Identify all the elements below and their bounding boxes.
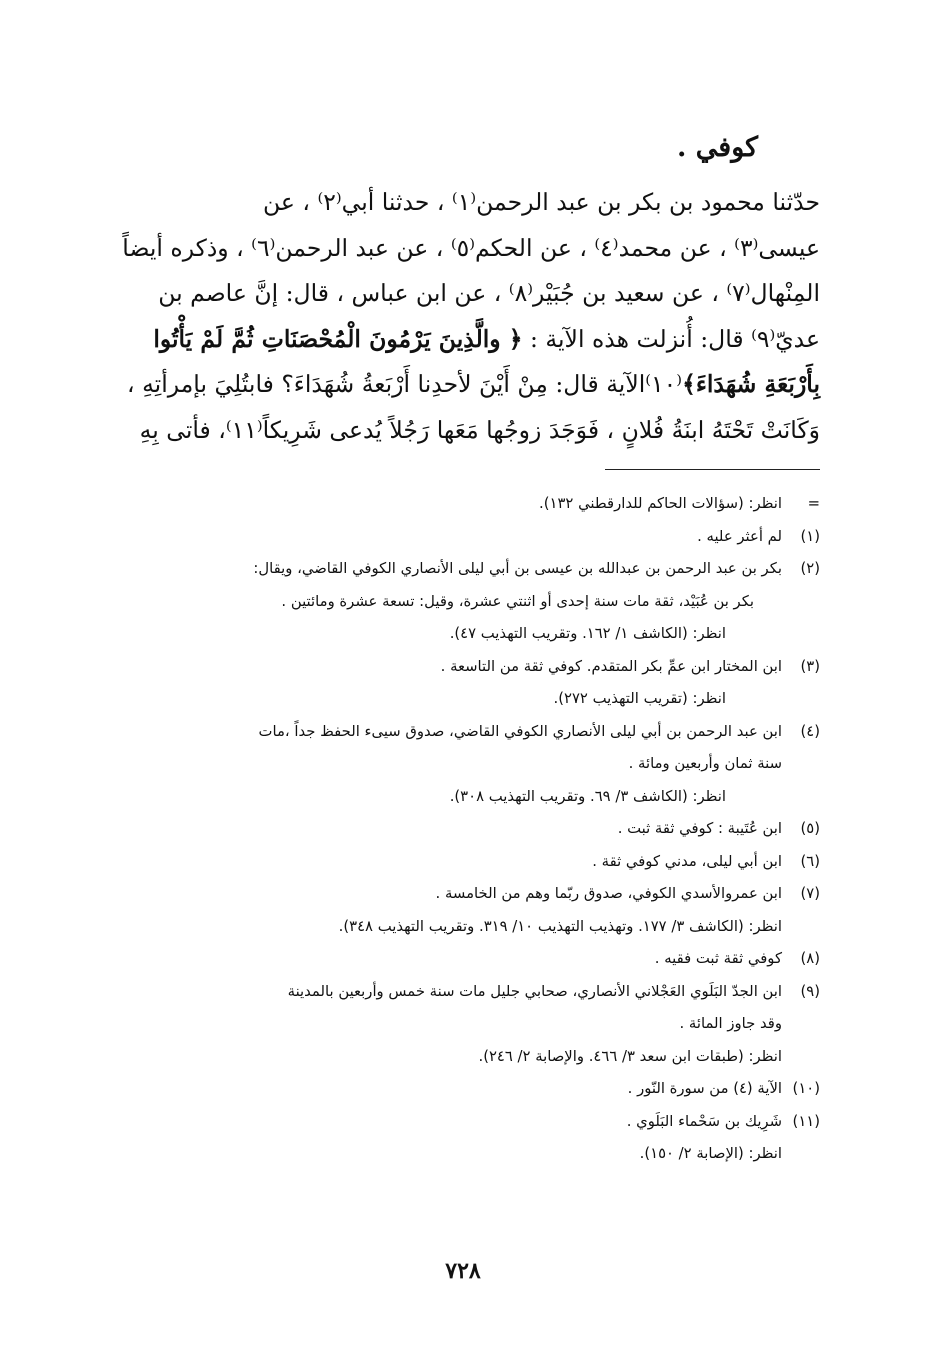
footnote-reference: انظر: (الكاشف ٣/ ٦٩. وتقريب التهذيب ٣٠٨). <box>449 787 726 805</box>
footnote-reference: انظر: (الكاشف ٣/ ١٧٧. وتهذيب التهذيب ١٠/ ٣١٩. وتقريب التهذيب ٣٤٨). <box>338 917 782 935</box>
footnote-text: شَرِيك بن سَحْماء البَلَوي . <box>626 1112 782 1130</box>
footnote-reference: انظر: (طبقات ابن سعد ٣/ ٤٦٦. والإصابة ٢/ ٢٤٦). <box>478 1047 782 1065</box>
main-line-5 <box>100 362 820 408</box>
footnote-continuation <box>120 488 820 521</box>
page-number: ٧٢٨ <box>445 1258 481 1284</box>
footnote-number: (٥) <box>800 820 820 837</box>
footnote-number: (٣) <box>800 657 820 675</box>
footnote-5 <box>120 813 820 846</box>
footnote-7 <box>120 878 820 943</box>
main-line-6: وَكَانَتْ تَحْتَهُ ابنَةُ فُلانٍ ، فَوَجَدَ زوجُها مَعَها رَجُلاً يُدعى شَرِيكاً⁽١١⁾، فأتى بِهِ <box>139 415 820 444</box>
footnote-10 <box>120 1073 820 1106</box>
footnote-6 <box>120 846 820 879</box>
section-heading: كوفي . <box>676 132 758 163</box>
footnote-text: ابن عبد الرحمن بن أبي ليلى الأنصاري الكوفي القاضي، صدوق سيىء الحفظ جداً ،مات <box>258 722 782 740</box>
footnote-reference: انظر: (الكاشف ١/ ١٦٢. وتقريب التهذيب ٤٧). <box>449 625 726 642</box>
footnote-3 <box>120 651 820 716</box>
footnote-number: (٧) <box>800 885 820 902</box>
main-line-3: المِنْهال⁽٧⁾ ، عن سعيد بن جُبَيْر⁽٨⁾ ، عن ابن عباس ، قال: إنَّ عاصم بن <box>158 279 820 307</box>
footnote-separator <box>605 469 820 470</box>
footnote-text: سنة ثمان وأربعين ومائة . <box>628 755 782 772</box>
footnote-number: (٦) <box>800 852 820 870</box>
footnote-text: ابن عُتَيبة : كوفي ثقة ثبت . <box>617 820 782 837</box>
footnote-text: لم أعثر عليه . <box>697 527 782 545</box>
footnote-text: بكر بن عبد الرحمن بن عبدالله بن عيسى بن أبي ليلى الأنصاري الكوفي القاضي، ويقال: <box>253 560 782 577</box>
footnote-text: الآية (٤) من سورة النّور . <box>627 1080 782 1097</box>
footnote-9 <box>120 976 820 1074</box>
footnote-text: ابن أبي ليلى، مدني كوفي ثقة . <box>592 852 782 870</box>
footnote-8 <box>120 943 820 976</box>
footnote-number: (٩) <box>800 982 820 1000</box>
main-line-2: عيسى⁽٣⁾ ، عن محمد⁽٤⁾ ، عن الحكم⁽٥⁾ ، عن عبد الرحمن⁽٦⁾ ، وذكره أيضاً <box>122 233 820 262</box>
main-line-5-text: ⁽١٠⁾الآية قال: مِنْ أَيْنَ لأحدِنا أَرْبَعةُ شُهَدَاءَ؟ فابتُلِيَ بإمرأتِهِ ، <box>127 370 683 398</box>
footnote-text: وقد جاوز المائة . <box>679 1015 782 1032</box>
footnote-number: (٤) <box>800 722 820 740</box>
footnote-text: كوفي ثقة ثبت فقيه . <box>654 950 782 967</box>
quran-verse-part-1: ﴿ والَّذِينَ يَرْمُونَ الْمُحْصَنَاتِ ثُمَّ لَمْ يَأْتُوا <box>153 324 523 353</box>
footnote-text: ابن المختار ابن عمِّ بكر المتقدم. كوفي ثقة من التاسعة . <box>440 657 782 675</box>
footnote-reference: انظر: (تقريب التهذيب ٢٧٢). <box>553 690 726 707</box>
footnote-text: ابن الجدّ البَلَوي العَجْلاني الأنصاري، صحابي جليل مات سنة خمس وأربعين بالمدينة <box>287 982 782 1000</box>
main-line-1: حدّثنا محمود بن بكر بن عبد الرحمن⁽١⁾ ، حدثنا أبي⁽٢⁾ ، عن <box>263 188 820 216</box>
footnote-text: ابن عمروالأسدي الكوفي، صدوق ربّما وهم من الخامسة . <box>435 885 782 902</box>
footnote-1 <box>120 521 820 554</box>
footnote-2 <box>120 553 820 651</box>
footnote-text: انظر: (سؤالات الحاكم للدارقطني ١٣٢). <box>539 495 782 512</box>
footnote-text: بكر بن عُبَيْد، ثقة مات سنة إحدى أو اثنتي عشرة، وقيل: تسعة عشرة ومائتين . <box>281 592 754 610</box>
footnotes-block <box>120 488 820 1171</box>
footnote-number: = <box>807 495 820 512</box>
quran-verse-part-2: بِأَرْبَعَةِ شُهَدَاءَ﴾ <box>682 370 820 398</box>
main-line-4 <box>100 317 820 363</box>
footnote-number: (١) <box>800 527 820 545</box>
footnote-4 <box>120 716 820 814</box>
footnote-11 <box>120 1106 820 1171</box>
footnote-reference: انظر: (الإصابة ٢/ ١٥٠). <box>639 1145 782 1162</box>
footnote-number: (١٠) <box>792 1080 820 1097</box>
main-line-4-text: عديّ⁽٩⁾ قال: أُنزلت هذه الآية : <box>522 324 820 353</box>
main-text-block <box>100 180 820 453</box>
footnote-number: (٨) <box>800 950 820 967</box>
footnote-number: (٢) <box>800 560 820 577</box>
footnote-number: (١١) <box>792 1112 820 1130</box>
